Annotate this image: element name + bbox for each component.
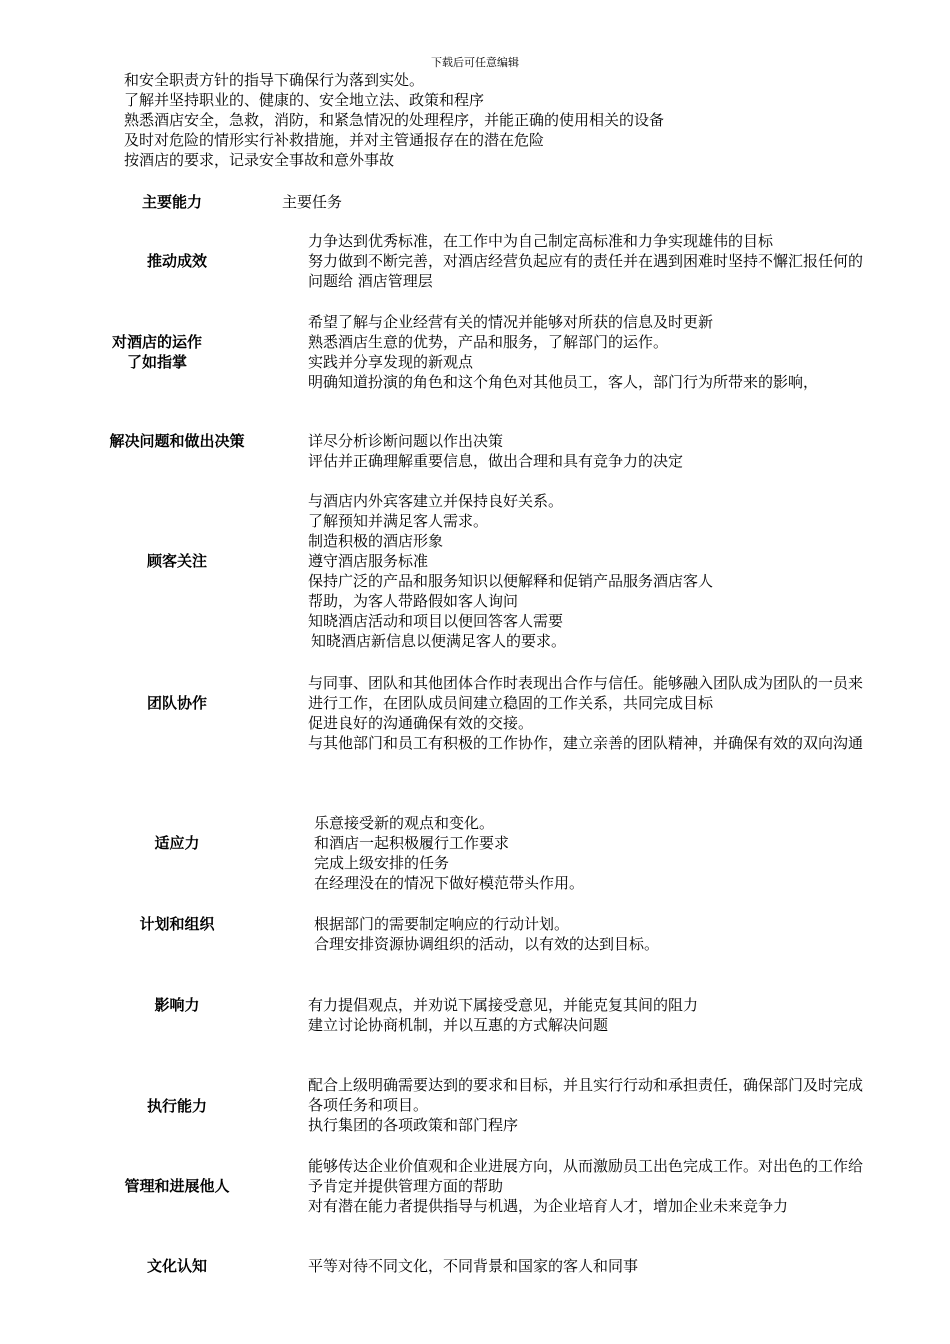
competency-label: 管理和进展他人 [124, 1177, 230, 1195]
competency-label: 影响力 [154, 996, 200, 1014]
task-item: 知晓酒店新信息以便满足客人的要求。 [311, 632, 567, 650]
intro-line: 按酒店的要求，记录安全事故和意外事故 [124, 151, 395, 169]
task-item: 与酒店内外宾客建立并保持良好关系。 [308, 492, 564, 510]
competency-label: 推动成效 [146, 252, 207, 270]
task-item: 与其他部门和员工有积极的工作协作，建立亲善的团队精神，并确保有效的双向沟通 [308, 734, 864, 752]
task-item: 建立讨论协商机制，并以互惠的方式解决问题 [308, 1016, 609, 1034]
task-item: 有力提倡观点，并劝说下属接受意见，并能克复其间的阻力 [308, 996, 699, 1014]
competency-label: 执行能力 [146, 1097, 207, 1115]
intro-line: 及时对危险的情形实行补救措施，并对主管通报存在的潜在危险 [124, 131, 545, 149]
task-item: 保持广泛的产品和服务知识以便解释和促销产品服务酒店客人 [308, 572, 714, 590]
task-item: 乐意接受新的观点和变化。 [314, 814, 495, 832]
column-header-tasks: 主要任务 [282, 193, 343, 211]
competency-label: 计划和组织 [139, 915, 215, 933]
task-item: 明确知道扮演的角色和这个角色对其他员工，客人，部门行为所带来的影响， [308, 373, 819, 391]
task-item: 根据部门的需要制定响应的行动计划。 [314, 915, 570, 933]
task-item: 帮助，为客人带路假如客人询问 [308, 592, 519, 610]
task-item: 配合上级明确需要达到的要求和目标，并且实行行动和承担责任，确保部门及时完成各项任务和项目。 [308, 1076, 864, 1114]
competency-tasks [314, 813, 869, 893]
task-item: 执行集团的各项政策和部门程序 [308, 1116, 519, 1134]
competency-tasks [308, 431, 863, 471]
task-item: 对有潜在能力者提供指导与机遇，为企业培育人才，增加企业未来竞争力 [308, 1197, 789, 1215]
competency-tasks [308, 1256, 863, 1276]
intro-line: 和安全职责方针的指导下确保行为落到实处。 [124, 71, 425, 89]
task-item: 熟悉酒店生意的优势，产品和服务，了解部门的运作。 [308, 333, 669, 351]
task-item: 制造积极的酒店形象 [308, 532, 444, 550]
task-item: 希望了解与企业经营有关的情况并能够对所获的信息及时更新 [308, 313, 714, 331]
competency-tasks [308, 1156, 863, 1216]
task-item: 详尽分析诊断问题以作出决策 [308, 432, 504, 450]
task-item: 评估并正确理解重要信息，做出合理和具有竞争力的决定 [308, 452, 684, 470]
intro-line: 熟悉酒店安全，急救，消防，和紧急情况的处理程序，并能正确的使用相关的设备 [124, 111, 665, 129]
competency-label: 顾客关注 [146, 552, 207, 570]
task-item: 平等对待不同文化，不同背景和国家的客人和同事 [308, 1257, 639, 1275]
competency-tasks [308, 491, 863, 651]
competency-label: 解决问题和做出决策 [109, 432, 245, 450]
task-item: 努力做到不断完善，对酒店经营负起应有的责任并在遇到困难时坚持不懈汇报任何的问题给 酒店管理层 [308, 252, 864, 290]
task-item: 合理安排资源协调组织的活动，以有效的达到目标。 [314, 935, 660, 953]
task-item: 能够传达企业价值观和企业进展方向，从而激励员工出色完成工作。对出色的工作给予肯定并提供管理方面的帮助 [308, 1157, 864, 1195]
competency-tasks [308, 231, 863, 291]
column-header-ability: 主要能力 [142, 193, 203, 211]
competency-label: 团队协作 [146, 694, 207, 712]
task-item: 力争达到优秀标准，在工作中为自己制定高标准和力争实现雄伟的目标 [308, 232, 774, 250]
competency-tasks [308, 995, 863, 1035]
task-item: 与同事、团队和其他团体合作时表现出合作与信任。能够融入团队成为团队的一员来进行工作，在团队成员间建立稳固的工作关系，共同完成目标 [308, 674, 864, 712]
competency-tasks [308, 1075, 863, 1135]
task-item: 促进良好的沟通确保有效的交接。 [308, 714, 534, 732]
intro-paragraph [124, 70, 664, 170]
task-item: 在经理没在的情况下做好模范带头作用。 [314, 874, 585, 892]
competency-tasks [314, 914, 869, 954]
task-item: 完成上级安排的任务 [314, 854, 450, 872]
competency-label: 适应力 [154, 834, 200, 852]
task-item: 实践并分享发现的新观点 [308, 353, 474, 371]
intro-line: 了解并坚持职业的、健康的、安全地立法、政策和程序 [124, 91, 485, 109]
task-item: 遵守酒店服务标准 [308, 552, 429, 570]
task-item: 和酒店一起积极履行工作要求 [314, 834, 510, 852]
task-item: 知晓酒店活动和项目以便回答客人需要 [308, 612, 564, 630]
task-item: 了解预知并满足客人需求。 [308, 512, 489, 530]
competency-tasks [308, 312, 863, 392]
page-header: 下载后可任意编辑 [431, 56, 519, 69]
competency-tasks [308, 673, 863, 753]
competency-label: 文化认知 [146, 1257, 207, 1275]
competency-label: 对酒店的运作 了如指掌 [111, 333, 202, 371]
